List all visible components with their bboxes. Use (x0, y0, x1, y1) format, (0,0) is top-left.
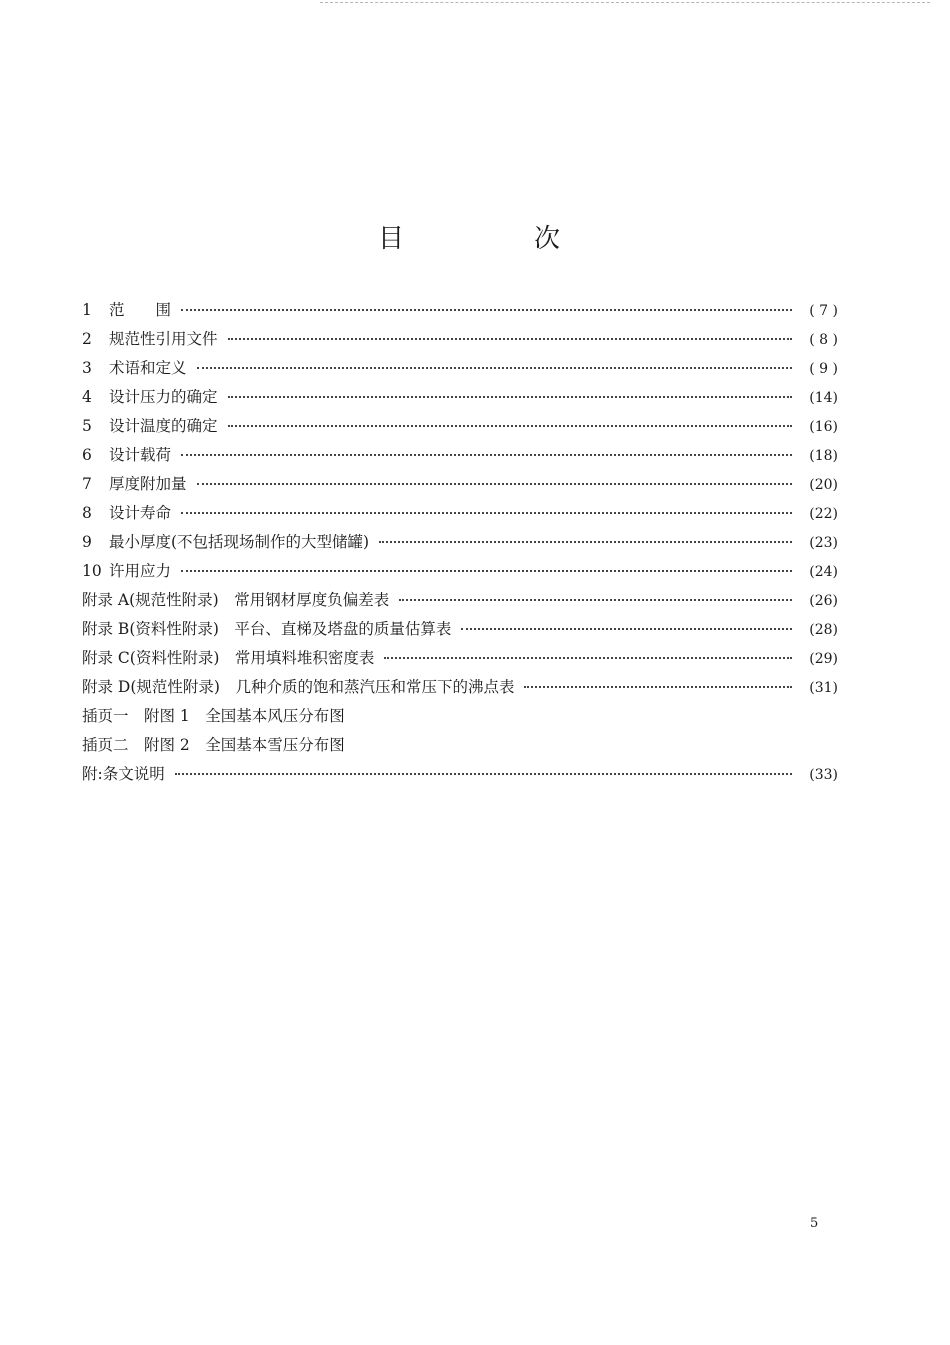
scan-edge-line (320, 2, 930, 3)
toc-entry-page: (26) (809, 593, 838, 609)
toc-entry-page: (23) (809, 535, 838, 551)
toc-entry (82, 704, 838, 733)
toc-dot-leader (181, 512, 792, 514)
toc-entry-label: 插页二 附图 2 全国基本雪压分布图 (82, 736, 345, 754)
toc-entry-page: (33) (809, 767, 838, 783)
toc-entry (82, 327, 838, 356)
toc-entry-page: (18) (809, 448, 838, 464)
toc-entry-page: ( 9 ) (809, 361, 838, 377)
toc-entry-page: (29) (809, 651, 838, 667)
toc-entry-label: 设计压力的确定 (109, 388, 218, 406)
toc-entry-number: 9 (82, 533, 92, 551)
toc-entry-label: 附录 B(资料性附录) 平台、直梯及塔盘的质量估算表 (82, 620, 452, 638)
toc-entry (82, 443, 838, 472)
toc-entry-number: 4 (82, 388, 92, 406)
toc-entry (82, 617, 838, 646)
table-of-contents (82, 298, 838, 791)
toc-entry-page: (20) (809, 477, 838, 493)
toc-entry-number: 1 (82, 301, 92, 319)
toc-entry-label: 附:条文说明 (82, 765, 165, 783)
toc-dot-leader (379, 541, 792, 543)
toc-dot-leader (197, 367, 792, 369)
toc-entry-number: 6 (82, 446, 92, 464)
toc-entry-label: 附录 D(规范性附录) 几种介质的饱和蒸汽压和常压下的沸点表 (82, 678, 515, 696)
page-number: 5 (810, 1216, 819, 1231)
toc-entry (82, 530, 838, 559)
toc-entry-label: 最小厚度(不包括现场制作的大型储罐) (109, 533, 370, 551)
toc-entry-label: 许用应力 (109, 562, 172, 580)
toc-dot-leader (228, 396, 792, 398)
toc-entry-label: 附录 A(规范性附录) 常用钢材厚度负偏差表 (82, 591, 390, 609)
toc-dot-leader (175, 773, 792, 775)
toc-dot-leader (181, 454, 792, 456)
toc-entry-page: (14) (809, 390, 838, 406)
toc-entry-number: 10 (82, 562, 102, 580)
page-title: 目 次 (377, 224, 612, 254)
toc-entry (82, 588, 838, 617)
toc-entry-label: 设计温度的确定 (109, 417, 218, 435)
toc-dot-leader (197, 483, 792, 485)
toc-entry (82, 559, 838, 588)
toc-entry-label: 规范性引用文件 (109, 330, 218, 348)
toc-dot-leader (461, 628, 792, 630)
toc-entry (82, 472, 838, 501)
toc-entry-label: 设计寿命 (109, 504, 172, 522)
toc-entry (82, 646, 838, 675)
toc-entry-number: 7 (82, 475, 92, 493)
toc-dot-leader (384, 657, 792, 659)
toc-entry-number: 3 (82, 359, 92, 377)
toc-dot-leader (181, 309, 792, 311)
toc-entry-page: (24) (809, 564, 838, 580)
toc-entry-page: (22) (809, 506, 838, 522)
toc-dot-leader (399, 599, 792, 601)
toc-entry-page: (28) (809, 622, 838, 638)
toc-entry (82, 385, 838, 414)
toc-entry-label: 术语和定义 (109, 359, 187, 377)
toc-entry (82, 675, 838, 704)
toc-entry-label: 附录 C(资料性附录) 常用填料堆积密度表 (82, 649, 375, 667)
toc-entry-label: 设计载荷 (109, 446, 172, 464)
toc-entry-page: (31) (809, 680, 838, 696)
toc-entry-page: ( 7 ) (809, 303, 838, 319)
toc-entry (82, 762, 838, 791)
toc-entry-number: 2 (82, 330, 92, 348)
toc-entry (82, 298, 838, 327)
toc-entry (82, 501, 838, 530)
toc-entry (82, 733, 838, 762)
toc-dot-leader (228, 425, 792, 427)
toc-entry-page: ( 8 ) (809, 332, 838, 348)
toc-entry (82, 356, 838, 385)
toc-dot-leader (524, 686, 792, 688)
toc-entry-page: (16) (809, 419, 838, 435)
toc-entry-number: 5 (82, 417, 92, 435)
toc-entry-label: 范 围 (109, 301, 172, 319)
toc-entry-label: 厚度附加量 (109, 475, 187, 493)
toc-entry (82, 414, 838, 443)
toc-entry-number: 8 (82, 504, 92, 522)
toc-entry-label: 插页一 附图 1 全国基本风压分布图 (82, 707, 345, 725)
toc-dot-leader (181, 570, 792, 572)
toc-dot-leader (228, 338, 792, 340)
